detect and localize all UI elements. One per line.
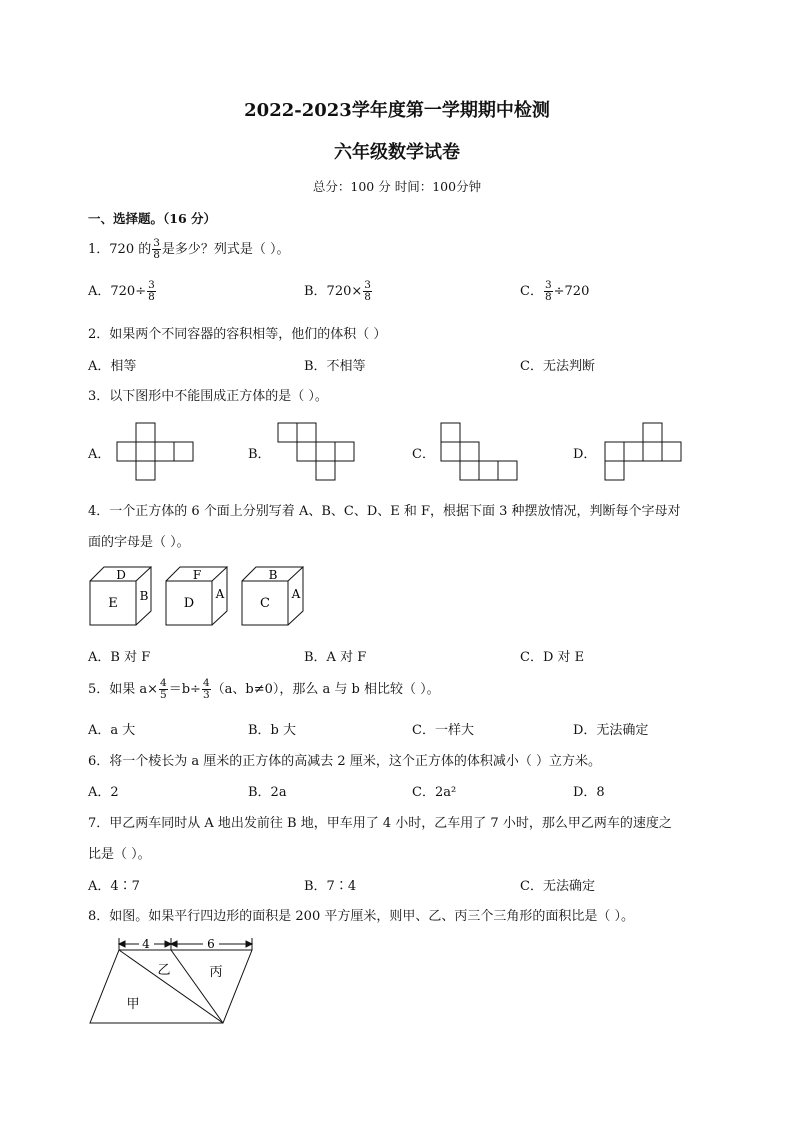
q1-option-b[interactable]: B．720× $\frac{3}{8}$ [304, 279, 371, 303]
q5-fraction-1: $\frac{4}{5}$ [160, 677, 167, 701]
q3-option-d-label[interactable]: D． [573, 447, 597, 462]
q1-option-a[interactable]: A．720÷ $\frac{3}{8}$ [88, 279, 155, 303]
q5-option-d[interactable]: D．无法确定 [573, 723, 649, 738]
question-7-stem-line1: 7．甲乙两车同时从 A 地出发前往 B 地，甲车用了 4 小时，乙车用了 7 小时，那么甲乙两车的速度之 [88, 816, 672, 831]
question-3-stem: 3．以下图形中不能围成正方体的是（ ）。 [88, 389, 328, 404]
exam-meta: 总分：100 分 时间：100分钟 [312, 179, 482, 194]
q2-option-c[interactable]: C．无法判断 [520, 359, 595, 374]
question-4-stem-line2: 面的字母是（ ）。 [88, 535, 190, 550]
q5-option-c[interactable]: C．一样大 [412, 723, 474, 738]
question-7-stem-line2: 比是（ ）。 [88, 847, 151, 862]
question-6-stem: 6．将一个棱长为 a 厘米的正方体的高减去 2 厘米，这个正方体的体积减小（ ）立方米。 [88, 754, 601, 769]
question-5-stem: 5．如果 a× $\frac{4}{5}$ ＝b÷ $\frac{4}{3}$ （a、b≠0），那么 a 与 b 相比较（ ）。 [88, 677, 440, 701]
document-subtitle: 六年级数学试卷 [334, 142, 460, 163]
triangle-label-yi: 乙 [157, 963, 171, 978]
triangle-label-bing: 丙 [209, 965, 223, 980]
dimension-label-6: 6 [207, 937, 215, 951]
q3-option-c-label[interactable]: C． [412, 447, 435, 462]
dimension-label-4: 4 [142, 937, 150, 951]
q4-option-b[interactable]: B．A 对 F [304, 650, 367, 665]
cube-3-top-letter: B [268, 568, 278, 582]
q3-option-a-label[interactable]: A． [88, 447, 111, 462]
q6-option-d[interactable]: D．8 [573, 785, 605, 800]
document-title: 2022-2023学年度第一学期期中检测 [244, 100, 550, 121]
q1-fraction: $\frac{3}{8}$ [153, 237, 160, 261]
question-4-stem-line1: 4．一个正方体的 6 个面上分别写着 A、B、C、D、E 和 F，根据下面 3 种摆放情况，判断每个字母对 [88, 504, 681, 519]
question-8-stem: 8．如图。如果平行四边形的面积是 200 平方厘米，则甲、乙、丙三个三角形的面积比是（ ）。 [88, 909, 634, 924]
q1-stem-pre: 1．720 的 [88, 242, 152, 257]
q7-option-c[interactable]: C．无法确定 [520, 879, 595, 894]
cube-1-front-letter: E [108, 596, 118, 611]
q7-option-a[interactable]: A．4∶7 [88, 879, 140, 894]
q4-option-a[interactable]: A．B 对 F [88, 650, 151, 665]
q5-option-b[interactable]: B．b 大 [248, 723, 297, 738]
q5-fraction-2: $\frac{4}{3}$ [202, 677, 210, 701]
q3-option-b-label[interactable]: B． [248, 447, 271, 462]
cube-2-top-letter: F [192, 568, 202, 582]
q2-option-b[interactable]: B．不相等 [304, 359, 366, 374]
cube-2-front-letter: D [183, 596, 195, 611]
q4-option-c[interactable]: C．D 对 E [520, 650, 585, 665]
triangle-label-jia: 甲 [126, 997, 140, 1012]
question-2-stem: 2．如果两个不同容器的容积相等，他们的体积（ ） [88, 327, 387, 342]
q2-option-a[interactable]: A．相等 [88, 359, 137, 374]
q6-option-c[interactable]: C．2a² [412, 785, 457, 800]
q6-option-b[interactable]: B．2a [248, 785, 287, 800]
q7-option-b[interactable]: B．7∶4 [304, 879, 357, 894]
q5-option-a[interactable]: A．a 大 [88, 723, 136, 738]
cube-1-top-letter: D [116, 568, 126, 582]
cube-3-side-letter: A [291, 587, 301, 601]
cube-1-side-letter: B [139, 589, 149, 603]
cube-2-side-letter: A [215, 587, 225, 601]
q1-stem-post: 是多少？列式是（ ）。 [161, 242, 290, 257]
q6-option-a[interactable]: A．2 [88, 785, 119, 800]
q1-option-c[interactable]: C． $\frac{3}{8}$ ÷720 [520, 279, 590, 303]
cube-3-front-letter: C [260, 596, 270, 611]
section-heading: 一、选择题。（16 分） [88, 211, 216, 226]
